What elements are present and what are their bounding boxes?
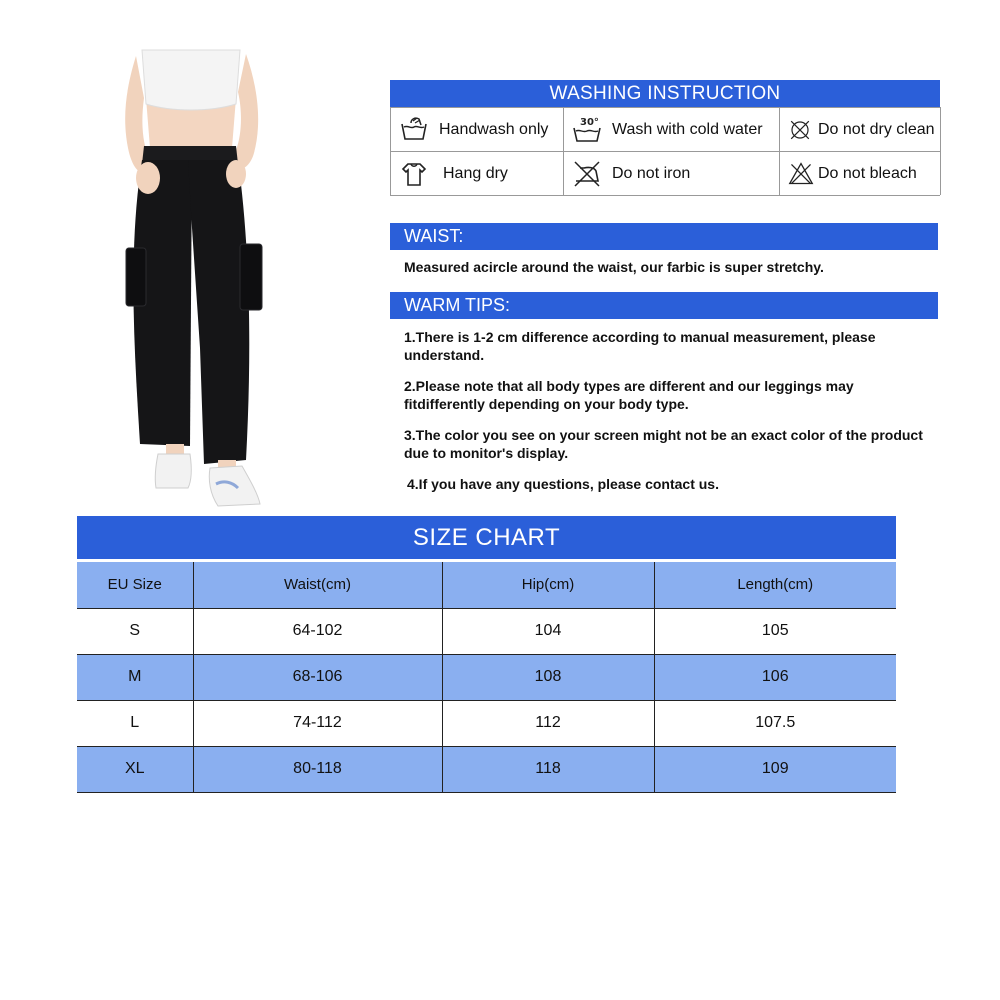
cell-waist: 74-112 <box>193 700 442 746</box>
warm-tips-section-title: WARM TIPS: <box>390 292 938 319</box>
no-iron-icon <box>572 159 602 189</box>
wash-item-no-bleach <box>780 151 941 195</box>
wash-label-hang-dry: Hang dry <box>443 164 508 182</box>
cell-size: M <box>128 668 142 685</box>
size-chart-title: SIZE CHART <box>77 516 896 559</box>
column-header-hip: Hip(cm) <box>442 562 654 608</box>
wash-label-no-bleach: Do not bleach <box>818 164 917 182</box>
cell-size: S <box>129 622 141 639</box>
cell-waist: 64-102 <box>193 608 442 654</box>
cell-hip: 118 <box>442 746 654 792</box>
cell-waist: 68-106 <box>193 654 442 700</box>
wash-item-handwash <box>391 107 564 151</box>
hang-dry-icon <box>399 159 429 189</box>
cell-size: L <box>130 714 140 731</box>
cell-hip: 108 <box>442 654 654 700</box>
cell-length: 105 <box>654 608 896 654</box>
model-photo <box>100 48 290 518</box>
table-row <box>77 654 896 700</box>
handwash-icon <box>399 115 429 145</box>
svg-text:30°: 30° <box>580 116 599 128</box>
waist-section-title: WAIST: <box>390 223 938 250</box>
wash-label-no-dry-clean: Do not dry clean <box>818 120 935 138</box>
cold-water-30-icon <box>572 115 602 145</box>
no-bleach-icon <box>788 161 814 187</box>
table-row <box>77 608 896 654</box>
wash-item-no-dry-clean <box>780 107 941 151</box>
wash-label-cold-water: Wash with cold water <box>612 120 763 138</box>
warm-tip-item: 3.The color you see on your screen might not be an exact color of the product due to monitor's display. <box>404 427 923 461</box>
wash-item-cold-water <box>564 107 780 151</box>
warm-tips-list <box>404 328 934 506</box>
table-row <box>77 746 896 792</box>
wash-item-no-iron <box>564 151 780 195</box>
table-row <box>77 700 896 746</box>
wash-label-no-iron: Do not iron <box>612 164 691 182</box>
size-chart-table <box>77 562 896 793</box>
washing-instruction-panel <box>390 80 940 196</box>
cell-hip: 104 <box>442 608 654 654</box>
wash-item-hang-dry <box>391 151 564 195</box>
waist-description: Measured acircle around the waist, our farbic is super stretchy. <box>404 259 824 275</box>
column-header-waist: Waist(cm) <box>193 562 442 608</box>
cell-hip: 112 <box>442 700 654 746</box>
cell-size: XL <box>124 760 145 777</box>
column-header-length: Length(cm) <box>654 562 896 608</box>
cell-waist: 80-118 <box>193 746 442 792</box>
washing-instruction-grid <box>390 107 940 196</box>
size-chart-header-row <box>77 562 896 608</box>
warm-tip-item: 2.Please note that all body types are different and our leggings may fitdifferently depending on your body type. <box>404 378 854 412</box>
washing-instruction-title: WASHING INSTRUCTION <box>390 80 940 107</box>
cell-length: 106 <box>654 654 896 700</box>
cell-length: 109 <box>654 746 896 792</box>
column-header-eu-size: EU Size <box>107 576 162 594</box>
no-dry-clean-icon <box>788 118 812 142</box>
cell-length: 107.5 <box>654 700 896 746</box>
warm-tip-item: 4.If you have any questions, please contact us. <box>407 476 719 492</box>
warm-tip-item: 1.There is 1-2 cm difference according to manual measurement, please understand. <box>404 329 876 363</box>
wash-label-handwash: Handwash only <box>439 120 549 138</box>
